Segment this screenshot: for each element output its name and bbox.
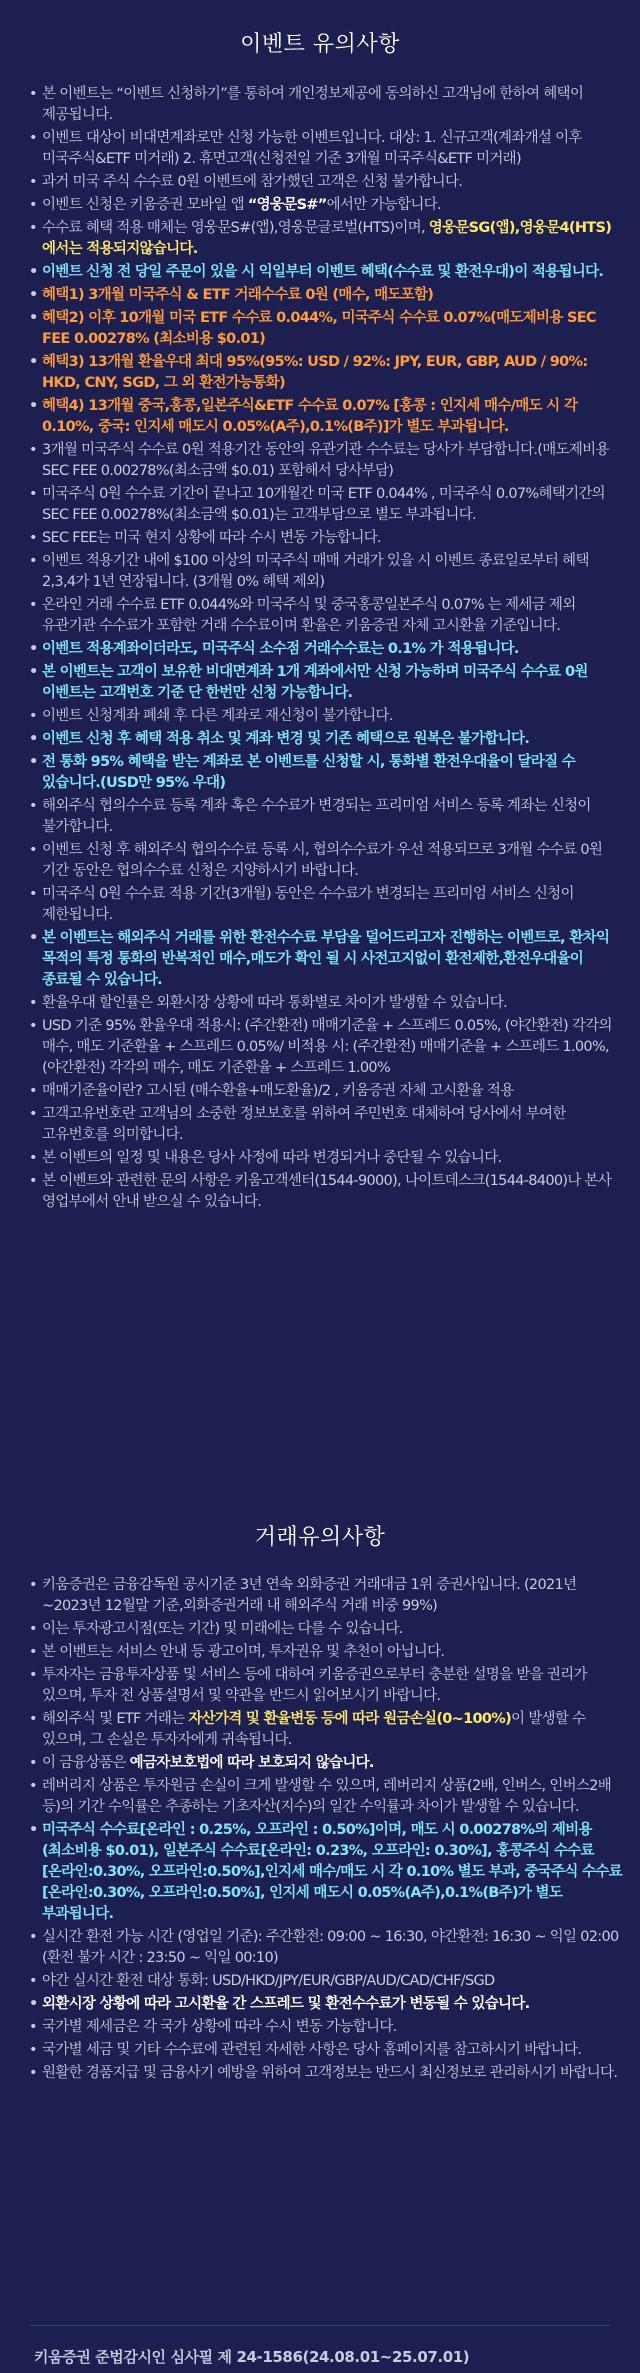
notice-item [28,1927,624,1969]
notice-item [28,551,624,593]
notice-item [28,285,624,306]
notice-item [28,752,624,794]
notice-item [28,396,624,438]
notice-text: 해외주식 및 ETF 거래는 [42,1711,189,1727]
notice-text: 키움증권은 금융감독원 공시기준 3년 연속 외화증권 거래대금 1위 증권사입니다. (2021년~2023년 12월말 기준,외화증권거래 내 해외주식 거래 비중 99%) [42,1577,577,1614]
notice-text: 미국주식 0원 수수료 기간이 끝나고 10개월간 미국 ETF 0.044% , 미국주식 0.07%혜택기간의 SEC FEE 0.00278%(최소금액 $0.01)는 고객부담으로 별도 부과됩니다. [42,486,605,523]
event-notice-list [28,84,624,1215]
notice-text: 외환시장 상황에 따라 고시환율 간 스프레드 및 환전수수료가 변동될 수 있습니다. [42,1996,530,2012]
notice-item [28,595,624,637]
notice-text: 온라인 거래 수수료 ETF 0.044%와 미국주식 및 중국홍콩일본주식 0.07% 는 제세금 제외 유관기관 수수료가 포함한 거래 수수료이며 환율은 키움증권 자체 고시환율 기준입니다. [42,597,576,634]
compliance-footer: 키움증권 준법감시인 심사필 제 24-1586(24.08.01~25.07.01) [34,2348,470,2366]
notice-text: 고객고유번호란 고객님의 소중한 정보보호를 위하여 주민번호 대체하여 당사에서 부여한 고유번호를 의미합니다. [42,1106,566,1143]
notice-text: 해외주식 협의수수료 등록 계좌 혹은 수수료가 변경되는 프리미엄 서비스 등록 계좌는 신청이 불가합니다. [42,798,591,835]
notice-text: 이벤트 신청계좌 폐쇄 후 다른 계좌로 재신청이 불가합니다. [42,708,393,724]
notice-item [28,128,624,170]
notice-item [28,1776,624,1818]
notice-item [28,1171,624,1213]
notice-text: 이벤트 신청 후 혜택 적용 취소 및 계좌 변경 및 기존 혜택으로 원복은 불가합니다. [42,731,530,747]
notice-item [28,1148,624,1169]
highlight-text: 예금자보호법에 따라 보호되지 않습니다. [129,1755,374,1771]
notice-item [28,884,624,926]
notice-text: 혜택1) 3개월 미국주식 & ETF 거래수수료 0원 (매수, 매도포함) [42,287,434,303]
notice-text: 본 이벤트와 관련한 문의 사항은 키움고객센터(1544-9000), 나이트데스크(1544-8400)나 본사 영업부에서 안내 받으실 수 있습니다. [42,1173,612,1210]
notice-item [28,262,624,283]
notice-text: 본 이벤트는 서비스 안내 등 광고이며, 투자권유 및 추천이 아닙니다. [42,1644,445,1660]
notice-item [28,1820,624,1925]
notice-text: 에서만 가능합니다. [326,197,441,213]
notice-text: SEC FEE는 미국 현지 상황에 따라 수시 변동 가능합니다. [42,530,381,546]
notice-text: 환율우대 할인률은 외환시장 상황에 따라 통화별로 차이가 발생할 수 있습니다. [42,995,507,1011]
footer-divider [30,2325,610,2326]
notice-text: 이벤트 신청 후 해외주식 협의수수료 등록 시, 협의수수료가 우선 적용되므로 3개월 수수료 0원 기간 동안은 협의수수료 신청은 지양하시기 바랍니다. [42,842,603,879]
notice-item [28,639,624,660]
notice-item [28,928,624,991]
highlight-text: 영웅문SG(앱),영웅문4(HTS)에서는 적용되지않습니다. [42,220,612,257]
notice-item [28,1619,624,1640]
notice-text: 야간 실시간 환전 대상 통화: USD/HKD/JPY/EUR/GBP/AUD/CAD/CHF/SGD [42,1973,495,1989]
notice-item [28,2040,624,2061]
notice-item [28,1665,624,1707]
notice-item [28,1971,624,1992]
notice-item [28,528,624,549]
notice-text: USD 기준 95% 환율우대 적용시: (주간환전) 매매기준율 + 스프레드 0.05%, (야간환전) 각각의 매수, 매도 기준환율 + 스프레드 0.05%/ 비적용 시: (주간환전) 매매기준율 + 스프레드 1.00%, (야간환전) 각각의 매수, 매도 기준환율 + 스프레드 1.00% [42,1018,612,1076]
notice-item [28,2063,624,2084]
notice-item [28,706,624,727]
trade-notice-title: 거래유의사항 [254,1525,386,1550]
notice-item [28,796,624,838]
notice-text: 실시간 환전 가능 시간 (영업일 기준): 주간환전: 09:00 ~ 16:30, 야간환전: 16:30 ~ 익일 02:00 (환전 불가 시간 : 23:50 ~ 익일 00:10) [42,1929,619,1966]
notice-text: 투자자는 금융투자상품 및 서비스 등에 대하여 키움증권으로부터 충분한 설명을 받을 권리가 있으며, 투자 전 상품설명서 및 약관을 반드시 읽어보시기 바랍니다. [42,1667,587,1704]
notice-text: 이 금융상품은 [42,1755,130,1771]
notice-item [28,440,624,482]
notice-text: 매매기준율이란? 고시된 (매수환율+매도환율)/2 , 키움증권 자체 고시환율 적용 [42,1083,514,1099]
notice-text: 국가별 세금 및 기타 수수료에 관련된 자세한 사항은 당사 홈페이지를 참고하시기 바랍니다. [42,2042,582,2058]
notice-item [28,1575,624,1617]
notice-item [28,840,624,882]
notice-text: 과거 미국 주식 수수료 0원 이벤트에 참가했던 고객은 신청 불가합니다. [42,174,463,190]
notice-item [28,218,624,260]
notice-item [28,729,624,750]
notice-item [28,1709,624,1751]
notice-item [28,1753,624,1774]
notice-item [28,1104,624,1146]
notice-text: 이벤트 적용계좌이더라도, 미국주식 소수점 거래수수료는 0.1% 가 적용됩니다. [42,641,519,657]
notice-item [28,195,624,216]
notice-text: 혜택3) 13개월 환율우대 최대 95%(95%: USD / 92%: JPY, EUR, GBP, AUD / 90%: HKD, CNY, SGD, 그 외 환전가능통화) [42,354,588,391]
notice-text: 이벤트 대상이 비대면계좌로만 신청 가능한 이벤트입니다. 대상: 1. 신규고객(계좌개설 이후 미국주식&ETF 미거래) 2. 휴면고객(신청전일 기준 3개월 미국주식&ETF 미거래) [42,130,582,167]
notice-item [28,2017,624,2038]
event-notice-title: 이벤트 유의사항 [240,32,400,57]
notice-text: 수수료 혜택 적용 매체는 영웅문S#(앱),영웅문글로벌(HTS)이며, [42,220,429,236]
notice-text: 이벤트 신청 전 당일 주문이 있을 시 익일부터 이벤트 혜택(수수료 및 환전우대)이 적용됩니다. [42,264,604,280]
notice-item [28,308,624,350]
notice-item [28,1081,624,1102]
notice-item [28,1016,624,1079]
notice-text: 레버리지 상품은 투자원금 손실이 크게 발생할 수 있으며, 레버리지 상품(2배, 인버스, 인버스2배 등)의 기간 수익률은 추종하는 기초자산(지수)의 일간 수익률과 차이가 발생할 수 있습니다. [42,1778,612,1815]
notice-text: 3개월 미국주식 수수료 0원 적용기간 동안의 유관기관 수수료는 당사가 부담합니다.(매도제비용 SEC FEE 0.00278%(최소금액 $0.01) 포함해서 당사부담) [42,442,609,479]
notice-text: 본 이벤트는 “이벤트 신청하기”를 통하여 개인정보제공에 동의하신 고객님에 한하여 혜택이 제공됩니다. [42,86,584,123]
notice-text: 이벤트 신청은 키움증권 모바일 앱 [42,197,248,213]
notice-text: 본 이벤트는 해외주식 거래를 위한 환전수수료 부담을 덜어드리고자 진행하는 이벤트로, 환차익 목적의 특정 통화의 반복적인 매수,매도가 확인 될 시 사전고지없이 환전제한,환전우대율이 종료될 수 있습니다. [42,930,610,988]
notice-text: 본 이벤트는 고객이 보유한 비대면계좌 1개 계좌에서만 신청 가능하며 미국주식 수수료 0원 이벤트는 고객번호 기준 단 한번만 신청 가능합니다. [42,664,588,701]
notice-item [28,662,624,704]
notice-text: 이벤트 적용기간 내에 $100 이상의 미국주식 매매 거래가 있을 시 이벤트 종료일로부터 혜택 2,3,4가 1년 연장됩니다. (3개월 0% 혜택 제외) [42,553,589,590]
notice-item [28,352,624,394]
notice-text: 미국주식 0원 수수료 적용 기간(3개월) 동안은 수수료가 변경되는 프리미엄 서비스 신청이 제한됩니다. [42,886,574,923]
notice-item [28,1642,624,1663]
notice-text: 혜택2) 이후 10개월 미국 ETF 수수료 0.044%, 미국주식 수수료 0.07%(매도제비용 SEC FEE 0.00278% (최소비용 $0.01) [42,310,596,347]
trade-notice-list [28,1575,624,2086]
notice-text: 원활한 경품지급 및 금융사기 예방을 위하여 고객정보는 반드시 최신정보로 관리하시기 바랍니다. [42,2065,618,2081]
highlight-text: 자산가격 및 환율변동 등에 따라 원금손실(0~100%) [188,1711,512,1727]
highlight-text: “영웅문S#” [247,197,327,213]
notice-item [28,1994,624,2015]
notice-item [28,484,624,526]
notice-text: 이는 투자광고시점(또는 기간) 및 미래에는 다를 수 있습니다. [42,1621,403,1637]
notice-text: 미국주식 수수료[온라인 : 0.25%, 오프라인 : 0.50%]이며, 매도 시 0.00278%의 제비용(최소비용 $0.01), 일본주식 수수료[온라인: 0.23%, 오프라인: 0.30%], 홍콩주식 수수료[온라인:0.30%, 오프라인:0.50%],인지세 매수/매도 시 각 0.10% 별도 부과, 중국주식 수수료[온라인:0.30%, 오프라인:0.50%], 인지세 매도시 0.05%(A주),0.1%(B주)가 별도 부과됩니다. [42,1822,622,1922]
notice-item [28,172,624,193]
notice-text: 전 통화 95% 혜택을 받는 계좌로 본 이벤트를 신청할 시, 통화별 환전우대율이 달라질 수 있습니다.(USD만 95% 우대) [42,754,576,791]
notice-text: 혜택4) 13개월 중국,홍콩,일본주식&ETF 수수료 0.07% [홍콩 : 인지세 매수/매도 시 각 0.10%, 중국: 인지세 매도시 0.05%(A주),0.1%(B주)]가 별도 부과됩니다. [42,398,578,435]
notice-text: 이 발생할 수 있으며, 그 손실은 투자자에게 귀속됩니다. [42,1711,586,1748]
notice-text: 국가별 제세금은 각 국가 상황에 따라 수시 변동 가능합니다. [42,2019,397,2035]
notice-item [28,84,624,126]
notice-item [28,993,624,1014]
notice-text: 본 이벤트의 일정 및 내용은 당사 사정에 따라 변경되거나 중단될 수 있습니다. [42,1150,502,1166]
